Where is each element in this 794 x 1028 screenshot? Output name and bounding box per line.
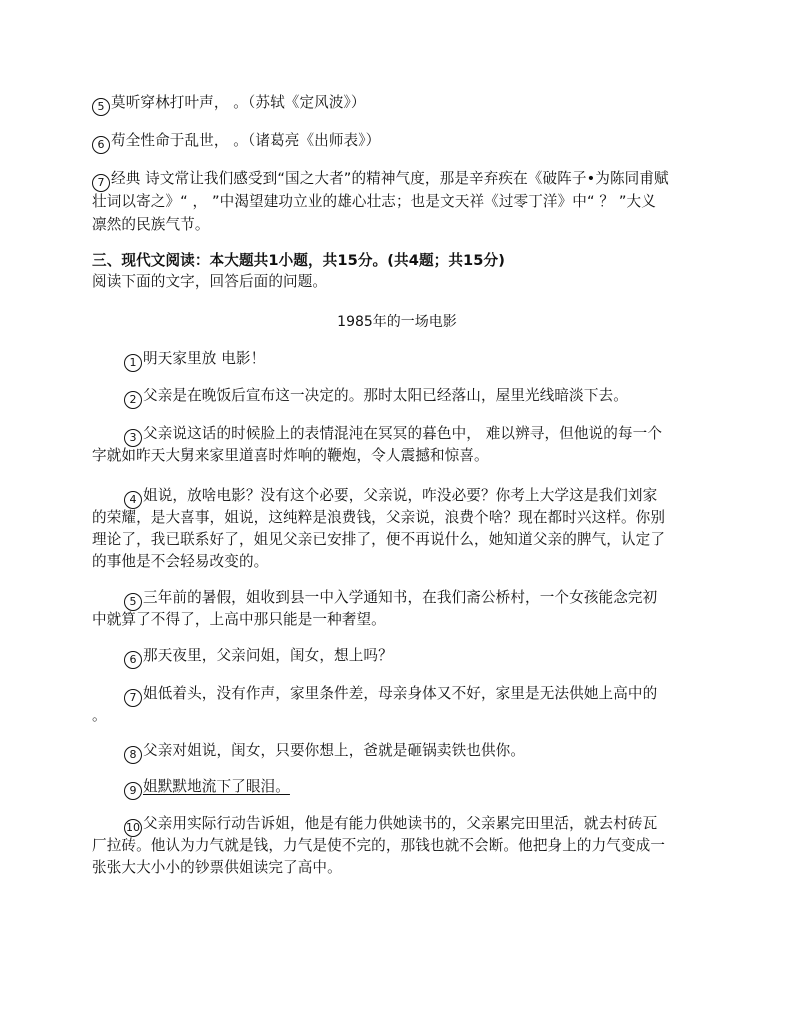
- poem-line-7-cont: 凛然的民族气节。: [92, 216, 210, 233]
- circled-number: 10: [124, 819, 142, 837]
- paragraph-5-cont: 中就算了不得了，上高中那只能是一种奢望。: [92, 611, 386, 628]
- paragraph-4-cont: 的荣耀，是大喜事，姐说，这纯粹是浪费钱，父亲说，浪费个啥？现在都时兴这样。你别: [92, 509, 666, 526]
- paragraph-6: [124, 646, 393, 669]
- paragraph-10-cont: 厂拉砖。他认为力气就是钱，力气是使不完的，那钱也就不会断。他把身上的力气变成一: [92, 837, 666, 854]
- paragraph-text: 父亲对姐说，闺女，只要你想上，爸就是砸锅卖铁也供你。: [143, 742, 526, 759]
- circled-number: 8: [124, 746, 142, 764]
- paragraph-7: [124, 684, 657, 707]
- poem-text: 莫听穿林打叶声， 。（苏轼《定风波》）: [111, 94, 366, 111]
- circled-number: 3: [124, 429, 142, 447]
- paragraph-text: 父亲是在晚饭后宣布这一决定的。那时太阳已经落山，屋里光线暗淡下去。: [143, 387, 628, 404]
- circled-number: 7: [92, 174, 110, 192]
- section-heading: 三、现代文阅读：本大题共1小题，共15分。(共4题；共15分): [92, 252, 506, 269]
- article-title: 1985年的一场电影: [337, 314, 457, 330]
- paragraph-text: 父亲说这话的时候脸上的表情混沌在冥冥的暮色中， 难以辨寻，但他说的每一个: [143, 425, 663, 442]
- circled-number: 5: [124, 593, 142, 611]
- paragraph-3-cont: 字就如昨天大舅来家里道喜时炸响的鞭炮，令人震撼和惊喜。: [92, 447, 489, 464]
- paragraph-text: 姐说，放啥电影？没有这个必要，父亲说，咋没必要？你考上大学这是我们刘家: [143, 487, 658, 504]
- circled-number: 1: [124, 354, 142, 372]
- paragraph-2: [124, 386, 628, 409]
- paragraph-4-cont: 的事他是不会轻易改变的。: [92, 553, 269, 570]
- paragraph-text: 父亲用实际行动告诉姐，他是有能力供她读书的，父亲累完田里活，就去村砖瓦: [143, 815, 658, 832]
- circled-number: 7: [124, 689, 142, 707]
- paragraph-text: 姐低着头，没有作声，家里条件差，母亲身体又不好，家里是无法供她上高中的: [143, 685, 658, 702]
- paragraph-text: 那天夜里，父亲问姐，闺女，想上吗？: [143, 647, 393, 664]
- paragraph-text: 姐默默地流下了眼泪。: [143, 778, 290, 795]
- section-instruction: 阅读下面的文字，回答后面的问题。: [92, 273, 328, 290]
- poem-text: 经典 诗文常让我们感受到“国之大者”的精神气度，那是辛弃疾在《破阵子•为陈同甫赋: [111, 170, 669, 187]
- paragraph-10-cont: 张张大大小小的钞票供姐读完了高中。: [92, 859, 342, 876]
- paragraph-5: [124, 588, 657, 611]
- paragraph-4: [124, 486, 657, 509]
- circled-number: 9: [124, 782, 142, 800]
- paragraph-7-cont: 。: [92, 707, 107, 724]
- circled-number: 6: [124, 651, 142, 669]
- circled-number: 5: [92, 98, 110, 116]
- paragraph-4-cont: 理论了，我已联系好了，姐见父亲已安排了，便不再说什么，她知道父亲的脾气，认定了: [92, 531, 666, 548]
- poem-text: 苟全性命于乱世， 。（诸葛亮《出师表》）: [111, 132, 381, 149]
- poem-line-7-cont: 壮词以寄之》“ ， ”中渴望建功立业的雄心壮志；也是文天祥《过零丁洋》中“ ？ ”大义: [92, 193, 656, 210]
- paragraph-text: 三年前的暑假，姐收到县一中入学通知书，在我们斋公桥村，一个女孩能念完初: [143, 589, 658, 606]
- paragraph-3: [124, 424, 662, 447]
- paragraph-9-underlined: [124, 777, 290, 800]
- paragraph-10: [124, 814, 657, 837]
- paragraph-text: 明天家里放 电影！: [143, 350, 266, 367]
- circled-number: 6: [92, 136, 110, 154]
- poem-line-6: [92, 131, 380, 154]
- paragraph-8: [124, 741, 525, 764]
- poem-line-5: [92, 93, 366, 116]
- paragraph-1: [124, 349, 265, 372]
- circled-number: 4: [124, 491, 142, 509]
- circled-number: 2: [124, 391, 142, 409]
- poem-line-7: [92, 169, 669, 192]
